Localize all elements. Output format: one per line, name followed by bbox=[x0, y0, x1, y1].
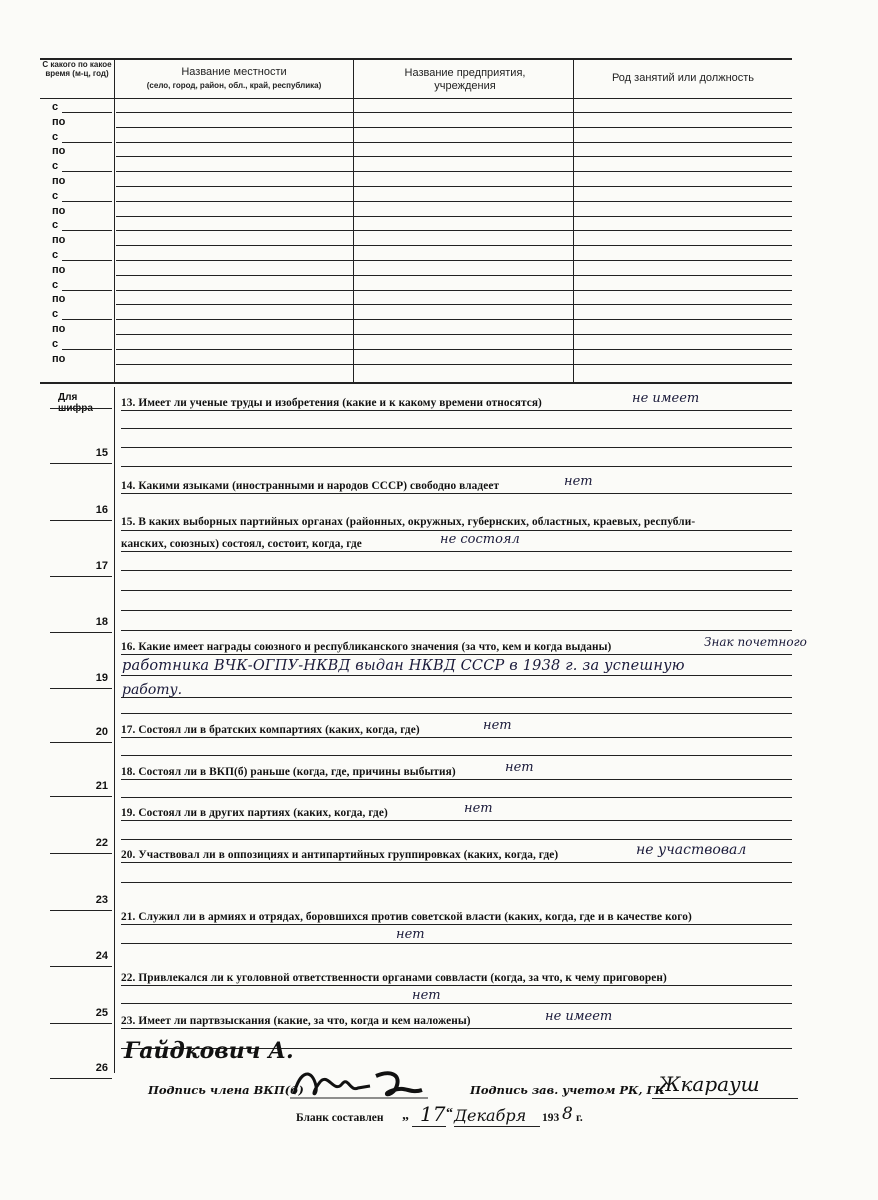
cipher-header bbox=[50, 391, 110, 414]
answer-line bbox=[121, 797, 792, 798]
column-divider bbox=[114, 58, 115, 382]
answer-line bbox=[121, 590, 792, 591]
period-to-label: по bbox=[52, 293, 66, 305]
cipher-number: 22 bbox=[95, 837, 108, 849]
answer-line bbox=[121, 779, 792, 780]
table-row-line bbox=[116, 290, 792, 291]
question-16: 16. Какие имеет награды союзного и республиканского значения (за что, кем и когда выданы) bbox=[121, 641, 612, 653]
cipher-cell-line bbox=[50, 966, 112, 967]
answer-19: нет bbox=[464, 801, 493, 816]
table-row-line bbox=[116, 216, 792, 217]
period-to-label: по bbox=[52, 116, 66, 128]
answer-16-line1: Знак почетного bbox=[704, 635, 807, 649]
cipher-number: 25 bbox=[95, 1007, 108, 1019]
answer-line bbox=[121, 713, 792, 714]
answer-line bbox=[121, 428, 792, 429]
period-from-label: с bbox=[52, 160, 59, 172]
cipher-number: 23 bbox=[95, 894, 108, 906]
table-bottom-border bbox=[40, 382, 792, 384]
table-row-line bbox=[116, 364, 792, 365]
period-from-line bbox=[62, 142, 112, 143]
period-from-line bbox=[62, 171, 112, 172]
answer-line bbox=[121, 985, 792, 986]
table-row-line bbox=[116, 171, 792, 172]
answer-line bbox=[121, 493, 792, 494]
table-row-line bbox=[116, 275, 792, 276]
question-20: 20. Участвовал ли в оппозициях и антипартийных группировках (каких, когда, где) bbox=[121, 849, 559, 861]
date-day: 17 bbox=[420, 1102, 446, 1126]
answer-line bbox=[121, 943, 792, 944]
question-23: 23. Имеет ли партвзыскания (какие, за что, когда и кем наложены) bbox=[121, 1015, 471, 1027]
period-to-label: по bbox=[52, 145, 66, 157]
answer-16-line3: работу. bbox=[122, 682, 183, 698]
table-row-line bbox=[116, 186, 792, 187]
table-row-line bbox=[116, 319, 792, 320]
period-to-label: по bbox=[52, 264, 66, 276]
answer-line bbox=[121, 924, 792, 925]
date-day-line bbox=[412, 1126, 446, 1127]
table-header-bottom-border bbox=[40, 98, 792, 99]
answer-line bbox=[121, 530, 792, 531]
table-row-line bbox=[116, 260, 792, 261]
period-from-label: с bbox=[52, 279, 59, 291]
table-row-line bbox=[116, 245, 792, 246]
period-from-label: с bbox=[52, 249, 59, 261]
table-row-line bbox=[116, 230, 792, 231]
period-from-line bbox=[62, 349, 112, 350]
member-signature-icon bbox=[290, 1064, 430, 1104]
cipher-number: 16 bbox=[95, 504, 108, 516]
cipher-cell-line bbox=[50, 463, 112, 464]
cipher-number: 17 bbox=[95, 560, 108, 572]
answer-line bbox=[121, 630, 792, 631]
answer-line bbox=[121, 697, 792, 698]
answer-line bbox=[121, 551, 792, 552]
table-row-line bbox=[116, 334, 792, 335]
cipher-cell-line bbox=[50, 632, 112, 633]
date-open-quote: „ bbox=[402, 1108, 409, 1123]
cipher-number: 18 bbox=[95, 616, 108, 628]
period-from-label: с bbox=[52, 190, 59, 202]
answer-line bbox=[121, 1028, 792, 1029]
date-month: Декабря bbox=[454, 1106, 527, 1125]
period-from-label: с bbox=[52, 219, 59, 231]
answer-line bbox=[121, 570, 792, 571]
answer-line bbox=[121, 410, 792, 411]
period-from-line bbox=[62, 201, 112, 202]
table-row-line bbox=[116, 142, 792, 143]
answer-line bbox=[121, 466, 792, 467]
answer-14: нет bbox=[564, 474, 593, 489]
question-19: 19. Состоял ли в других партиях (каких, когда, где) bbox=[121, 807, 388, 819]
question-15-line1: 15. В каких выборных партийных органах (районных, окружных, губернских, областных, краевых, республи- bbox=[121, 516, 696, 528]
answer-21: нет bbox=[396, 927, 425, 942]
table-row-line bbox=[116, 127, 792, 128]
cipher-number: 21 bbox=[95, 780, 108, 792]
cipher-number: 24 bbox=[95, 950, 108, 962]
table-row-line bbox=[116, 156, 792, 157]
cipher-number: 15 bbox=[95, 447, 108, 459]
table-row-line bbox=[116, 349, 792, 350]
question-17: 17. Состоял ли в братских компартиях (каких, когда, где) bbox=[121, 724, 420, 736]
cipher-number: 26 bbox=[95, 1062, 108, 1074]
date-close-quote: “ bbox=[446, 1106, 453, 1121]
answer-line bbox=[121, 447, 792, 448]
period-to-label: по bbox=[52, 205, 66, 217]
question-14: 14. Какими языками (иностранными и народов СССР) свободно владеет bbox=[121, 480, 500, 492]
registrar-signature: Жкарауш bbox=[658, 1072, 760, 1096]
answer-20: не участвовал bbox=[636, 842, 747, 858]
table-row-line bbox=[116, 112, 792, 113]
period-to-label: по bbox=[52, 234, 66, 246]
cipher-header-underline bbox=[50, 408, 112, 409]
date-month-line bbox=[454, 1126, 540, 1127]
answer-13: не имеет bbox=[632, 391, 700, 406]
period-to-label: по bbox=[52, 323, 66, 335]
question-13: 13. Имеет ли ученые труды и изобретения (какие и к какому времени относятся) bbox=[121, 397, 542, 409]
period-from-line bbox=[62, 290, 112, 291]
answer-16-line2: работника ВЧК-ОГПУ-НКВД выдан НКВД СССР в 1938 г. за успешную bbox=[122, 658, 685, 674]
period-from-line bbox=[62, 112, 112, 113]
answer-line bbox=[121, 610, 792, 611]
period-from-line bbox=[62, 260, 112, 261]
cipher-header-label: Для шифра bbox=[58, 392, 93, 414]
cipher-number: 19 bbox=[95, 672, 108, 684]
period-from-line bbox=[62, 230, 112, 231]
period-to-label: по bbox=[52, 175, 66, 187]
cipher-cell-line bbox=[50, 853, 112, 854]
answer-line bbox=[121, 1003, 792, 1004]
cipher-cell-line bbox=[50, 520, 112, 521]
answer-22: нет bbox=[412, 988, 441, 1003]
cipher-cell-line bbox=[50, 742, 112, 743]
signature-registrar-label: Подпись зав. учетом РК, ГК bbox=[470, 1083, 665, 1097]
answer-23: не имеет bbox=[545, 1009, 613, 1024]
cipher-cell-line bbox=[50, 796, 112, 797]
date-year-prefix: 193 bbox=[542, 1112, 560, 1124]
answer-line bbox=[121, 839, 792, 840]
date-suffix: г. bbox=[576, 1112, 583, 1124]
answer-15: не состоял bbox=[440, 532, 520, 547]
answer-line bbox=[121, 820, 792, 821]
question-22: 22. Привлекался ли к уголовной ответственности органами соввласти (когда, за что, к чему приговорен) bbox=[121, 972, 667, 984]
blank-composed-label: Бланк составлен bbox=[296, 1112, 384, 1124]
cipher-cell-line bbox=[50, 576, 112, 577]
period-from-label: с bbox=[52, 308, 59, 320]
answer-line bbox=[121, 675, 792, 676]
cipher-cell-line bbox=[50, 910, 112, 911]
registrar-signature-line bbox=[652, 1098, 798, 1099]
period-from-label: с bbox=[52, 101, 59, 113]
period-from-line bbox=[62, 319, 112, 320]
column-header-occupation: Род занятий или должность bbox=[611, 72, 755, 84]
cipher-cell-line bbox=[50, 1023, 112, 1024]
column-header-period: С какого по какое время (м-ц, год) bbox=[42, 60, 112, 79]
cipher-cell-line bbox=[50, 688, 112, 689]
answer-18: нет bbox=[505, 760, 534, 775]
answer-17: нет bbox=[483, 718, 512, 733]
cipher-cell-line bbox=[50, 1078, 112, 1079]
answer-line bbox=[121, 882, 792, 883]
answer-line bbox=[121, 654, 792, 655]
signature-member-label: Подпись члена ВКП(б) bbox=[148, 1083, 304, 1097]
table-row-line bbox=[116, 201, 792, 202]
period-from-label: с bbox=[52, 131, 59, 143]
answer-line bbox=[121, 755, 792, 756]
period-from-label: с bbox=[52, 338, 59, 350]
date-year-digit: 8 bbox=[562, 1104, 573, 1124]
question-15-line2: канских, союзных) состоял, состоит, когда, где bbox=[121, 538, 362, 550]
table-row-line bbox=[116, 304, 792, 305]
column-header-locality-sub: (село, город, район, обл., край, республика) bbox=[146, 81, 322, 90]
answer-line bbox=[121, 737, 792, 738]
cipher-number: 20 bbox=[95, 726, 108, 738]
question-18: 18. Состоял ли в ВКП(б) раньше (когда, где, причины выбытия) bbox=[121, 766, 456, 778]
column-header-enterprise: Название предприятия, учреждения bbox=[404, 67, 526, 92]
period-to-label: по bbox=[52, 353, 66, 365]
handwritten-name: Гайдкович А. bbox=[124, 1038, 294, 1064]
question-21: 21. Служил ли в армиях и отрядах, боровшихся против советской власти (каких, когда, где и в качестве кого) bbox=[121, 911, 692, 923]
table-top-border bbox=[40, 58, 792, 60]
cipher-column-divider bbox=[114, 387, 115, 1073]
column-header-locality: Название местности bbox=[181, 66, 287, 78]
answer-line bbox=[121, 862, 792, 863]
